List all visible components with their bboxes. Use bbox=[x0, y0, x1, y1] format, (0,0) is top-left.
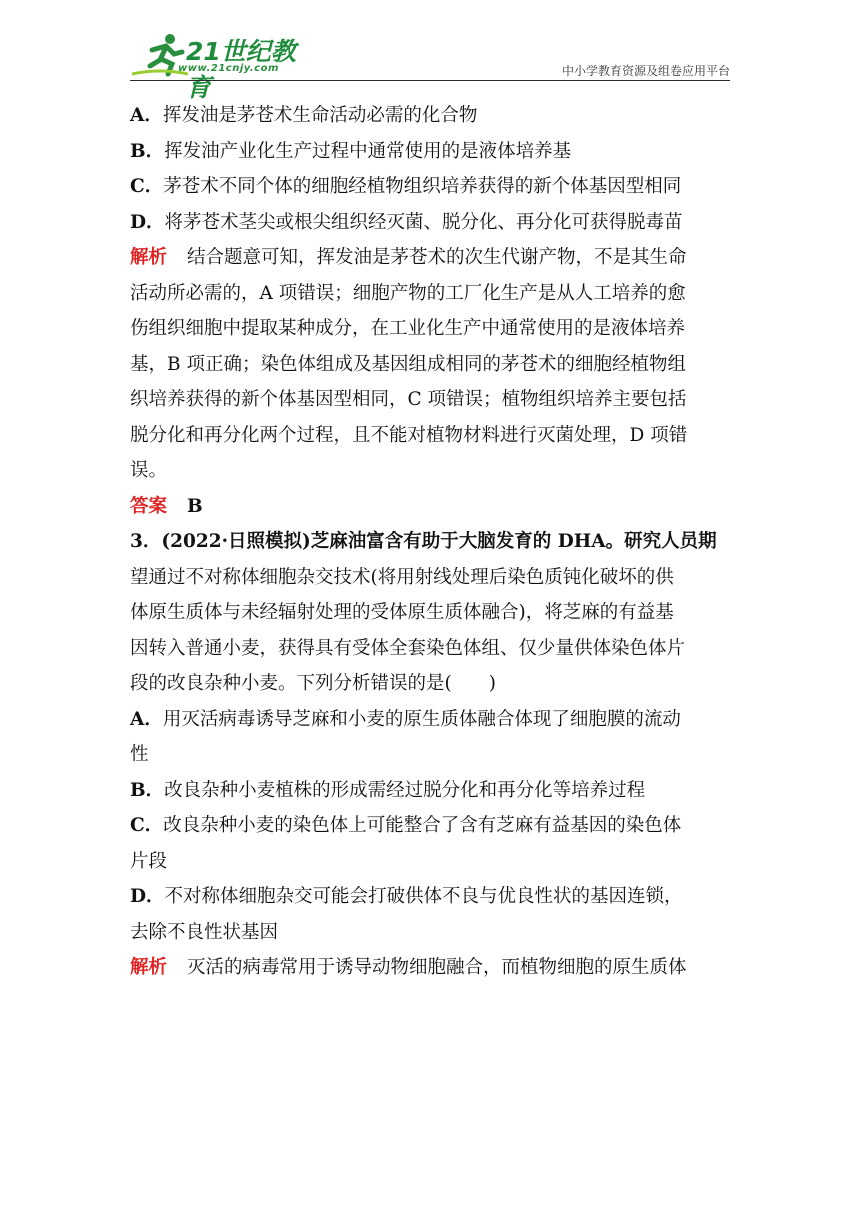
q3-option-c: C．改良杂种小麦的染色体上可能整合了含有芝麻有益基因的染色体 bbox=[130, 815, 682, 836]
q2-answer bbox=[130, 489, 730, 525]
option-letter: C． bbox=[130, 815, 164, 836]
header-divider bbox=[130, 80, 730, 81]
q3-option-d-cont: 去除不良性状基因 bbox=[130, 921, 279, 943]
option-letter: B． bbox=[130, 779, 165, 801]
q3-option-d: D．不对称体细胞杂交可能会打破供体不良与优良性状的基因连锁， bbox=[130, 886, 683, 907]
q2-analysis-line: 织培养获得的新个体基因型相同，C 项错误；植物组织培养主要包括 bbox=[130, 389, 687, 410]
q3-analysis-line: 解析 灭活的病毒常用于诱导动物细胞融合，而植物细胞的原生质体 bbox=[130, 957, 687, 978]
q3-stem-line: 段的改良杂种小麦。下列分析错误的是( ) bbox=[130, 673, 496, 694]
platform-name: 中小学教育资源及组卷应用平台 bbox=[561, 64, 730, 78]
answer-label: 答案 bbox=[130, 495, 168, 517]
q3-option-a-cont: 性 bbox=[130, 744, 149, 765]
q2-analysis-line: 脱分化和再分化两个过程，且不能对植物材料进行灭菌处理，D 项错 bbox=[130, 424, 688, 446]
option-letter: D． bbox=[130, 886, 165, 907]
q2-option-d: D．将茅苍术茎尖或根尖组织经灭菌、脱分化、再分化可获得脱毒苗 bbox=[130, 211, 683, 233]
logo-url: www.21cnjy.com bbox=[178, 63, 279, 74]
option-letter: A． bbox=[130, 708, 163, 730]
q2-option-a: A．挥发油是茅苍术生命活动必需的化合物 bbox=[130, 105, 478, 126]
q2-option-b: B．挥发油产业化生产过程中通常使用的是液体培养基 bbox=[130, 140, 572, 162]
q2-analysis-line: 误。 bbox=[130, 460, 168, 481]
logo-text: 21世纪教育 bbox=[186, 37, 296, 102]
q3-stem-line: 体原生质体与未经辐射处理的受体原生质体融合)，将芝麻的有益基 bbox=[130, 602, 674, 623]
q2-analysis-line: 基，B 项正确；染色体组成及基因组成相同的茅苍术的细胞经植物组 bbox=[130, 353, 686, 375]
q3-stem-line: 望通过不对称体细胞杂交技术(将用射线处理后染色质钝化破坏的供 bbox=[130, 566, 674, 588]
q3-stem-line: 因转入普通小麦，获得具有受体全套染色体组、仅少量供体染色体片 bbox=[130, 637, 686, 659]
q3-stem-line: 3．(2022·日照模拟)芝麻油富含有助于大脑发育的 DHA。研究人员期 bbox=[130, 531, 717, 552]
analysis-label: 解析 bbox=[130, 247, 168, 268]
answer-value: B bbox=[187, 495, 203, 517]
q3-option-a: A．用灭活病毒诱导芝麻和小麦的原生质体融合体现了细胞膜的流动 bbox=[130, 708, 681, 730]
page-header bbox=[130, 30, 730, 102]
q2-analysis-line: 解析 结合题意可知，挥发油是茅苍术的次生代谢产物，不是其生命 bbox=[130, 247, 687, 268]
q2-analysis-line: 伤组织细胞中提取某种成分，在工业化生产中通常使用的是液体培养 bbox=[130, 318, 686, 339]
q2-option-c: C．茅苍术不同个体的细胞经植物组织培养获得的新个体基因型相同 bbox=[130, 176, 682, 197]
q3-option-c-cont: 片段 bbox=[130, 850, 168, 872]
q3-option-b: B．改良杂种小麦植株的形成需经过脱分化和再分化等培养过程 bbox=[130, 779, 646, 801]
document-body bbox=[130, 98, 730, 986]
q2-analysis-line: 活动所必需的，A 项错误；细胞产物的工厂化生产是从人工培养的愈 bbox=[130, 282, 686, 304]
logo bbox=[130, 30, 310, 102]
analysis-label: 解析 bbox=[130, 957, 168, 978]
